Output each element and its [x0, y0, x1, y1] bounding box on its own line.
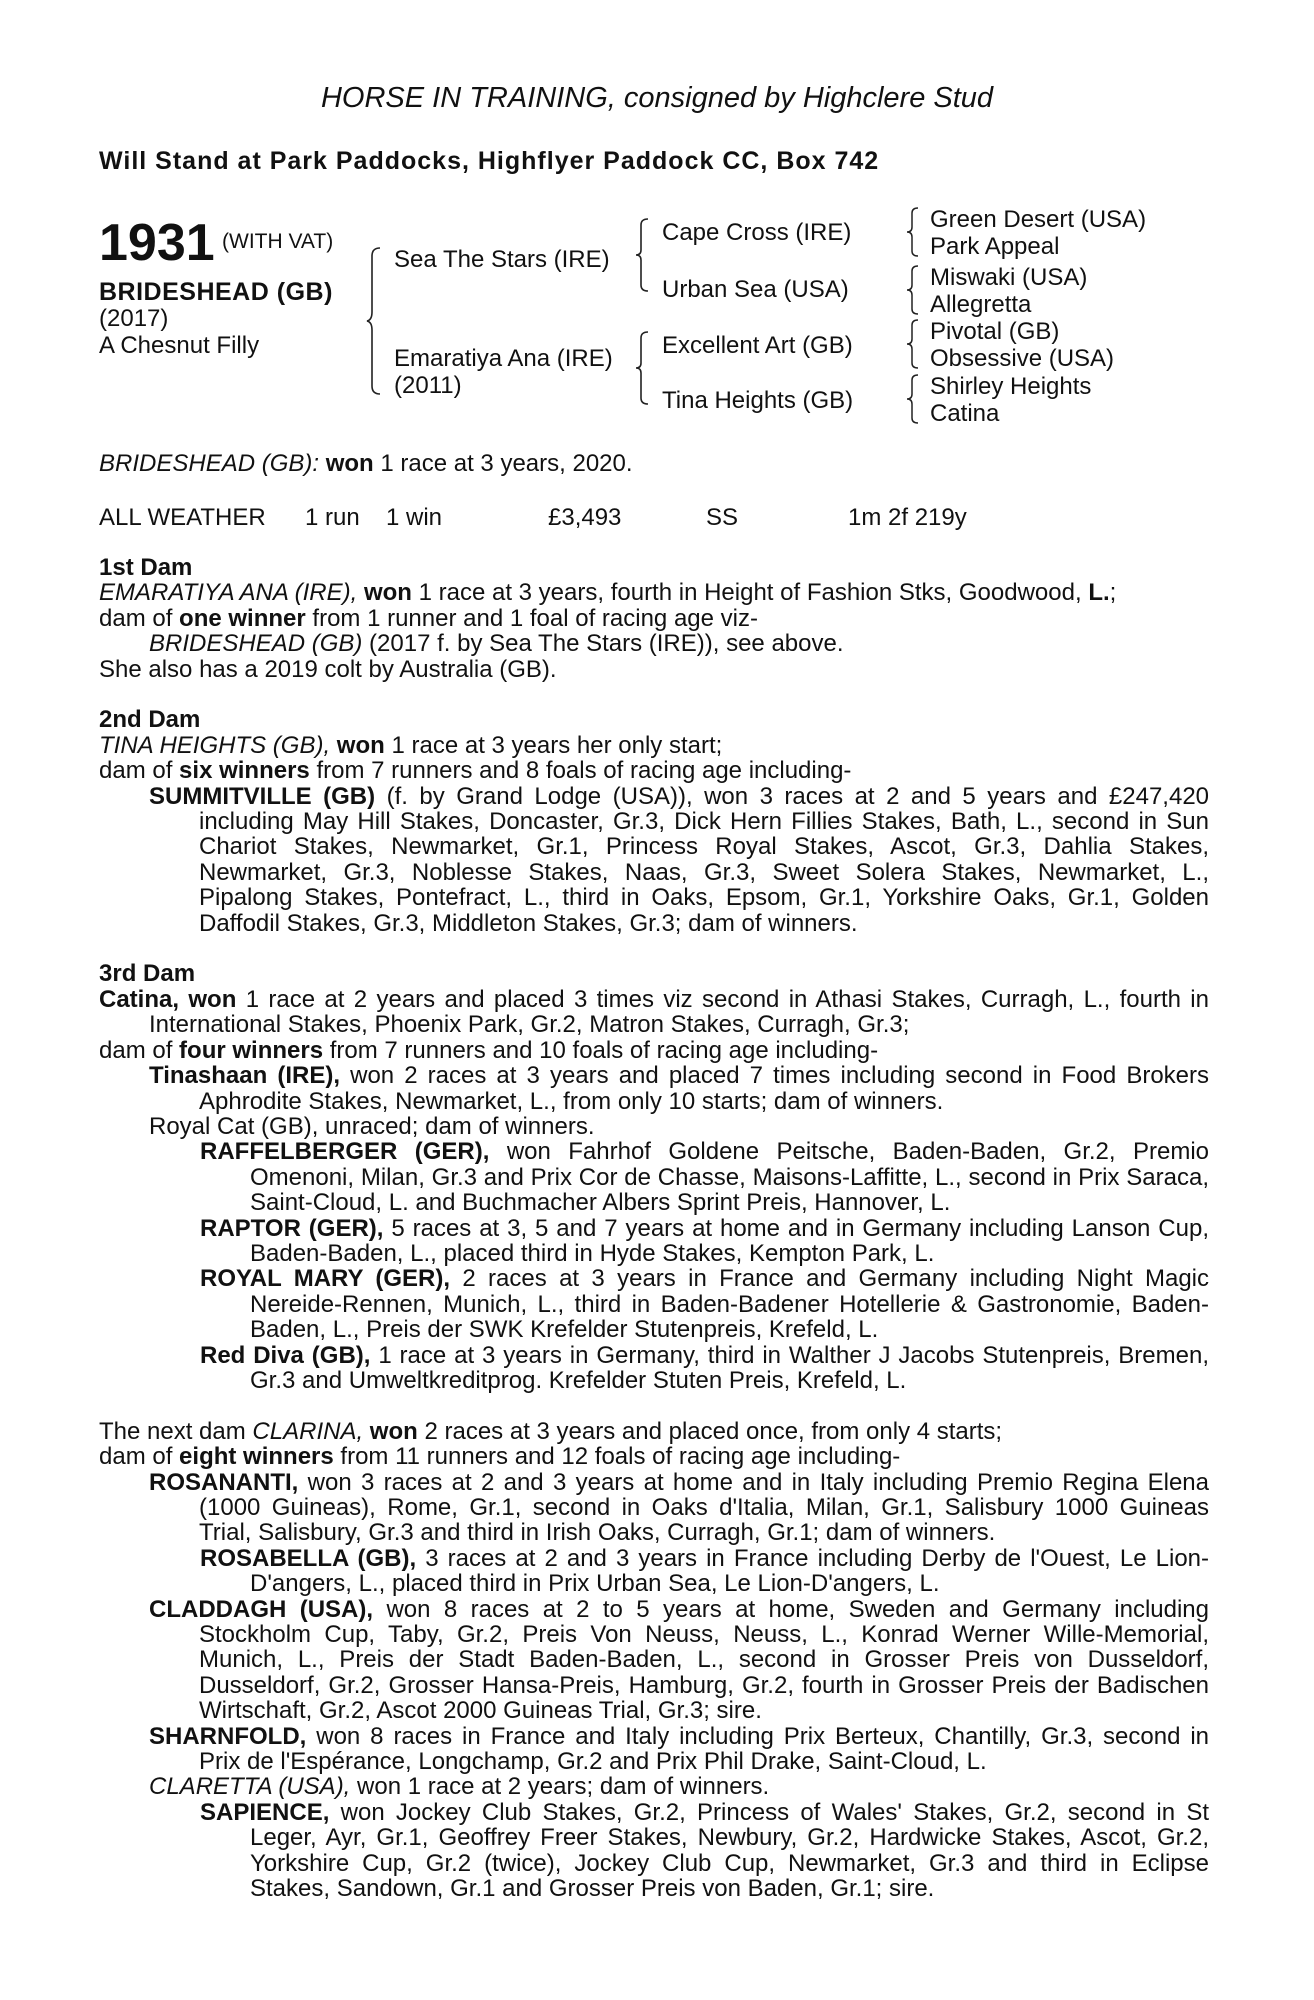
- second-dam-produce: dam of six winners from 7 runners and 8 foals of racing age including-: [99, 757, 852, 785]
- pedigree-ggs6: Obsessive (USA): [930, 345, 1115, 372]
- pedigree-brace-g2: [905, 264, 923, 316]
- record-wins: 1 win: [386, 504, 443, 531]
- catalogue-title: HORSE IN TRAINING, consigned by Highclere Stud: [320, 82, 994, 114]
- pedigree-gs3: Excellent Art (GB): [662, 332, 853, 359]
- pedigree-gs2: Urban Sea (USA): [662, 276, 849, 303]
- pedigree-ggs2: Park Appeal: [930, 233, 1060, 260]
- pedigree-brace-main: [366, 246, 386, 396]
- record-distance: 1m 2f 219y: [848, 504, 967, 531]
- sharnfold-entry: SHARNFOLD, won 8 races in France and Italy including Prix Berteux, Chantilly, Gr.3, second in Prix de l'Espérance, Longchamp, Gr.2 and Prix Phil Drake, Saint-Cloud, L.: [149, 1722, 1210, 1776]
- pedigree-brace-g3: [905, 318, 923, 370]
- red-diva-entry: Red Diva (GB), 1 race at 3 years in Germany, third in Walther J Jacobs Stutenpreis, Bremen, Gr.3 and Umweltkreditprog. Krefelder Stuten Preis, Krefeld, L.: [200, 1341, 1209, 1394]
- pedigree-dam: Emaratiya Ana (IRE): [394, 345, 613, 372]
- first-dam-heading: 1st Dam: [99, 554, 193, 581]
- third-dam-produce: dam of four winners from 7 runners and 10 foals of racing age including-: [99, 1036, 879, 1064]
- record-surface: ALL WEATHER: [99, 504, 266, 531]
- royal-cat-entry: Royal Cat (GB), unraced; dam of winners.: [149, 1112, 595, 1140]
- pedigree-ggs3: Miswaki (USA): [930, 264, 1088, 291]
- vat-note: (WITH VAT): [222, 230, 334, 253]
- summitville-entry: SUMMITVILLE (GB) (f. by Grand Lodge (USA)), won 3 races at 2 and 5 years and £247,420 including May Hill Stakes, Doncaster, Gr.3, Dick Hern Fillies Stakes, Bath, L., second in Sun Chariot Stakes, Newmarket, Gr.1, Princess Royal Stakes, Ascot, Gr.3, Dahlia Stakes, Newmarket, Gr.3, Noblesse Stakes, Naas, Gr.3, Sweet Solera Stakes, Newmarket, L., Pipalong Stakes, Pontefract, L., third in Oaks, Epsom, Gr.1, Yorkshire Oaks, Gr.1, Golden Daffodil Stakes, Gr.3, Middleton Stakes, Gr.3; dam of winners.: [149, 782, 1210, 937]
- record-going: SS: [706, 504, 739, 531]
- horse-name: BRIDESHEAD (GB): [99, 278, 333, 306]
- pedigree-brace-g1: [905, 206, 923, 258]
- stand-location: Will Stand at Park Paddocks, Highflyer Paddock CC, Box 742: [99, 147, 880, 175]
- claretta-entry: CLARETTA (USA), won 1 race at 2 years; dam of winners.: [149, 1773, 770, 1801]
- pedigree-gs4: Tina Heights (GB): [662, 387, 854, 414]
- rosananti-entry: ROSANANTI, won 3 races at 2 and 3 years at home and in Italy including Premio Regina Elena (1000 Guineas), Rome, Gr.1, second in Oaks d'Italia, Milan, Gr.1, Salisbury 1000 Guineas Trial, Salisbury, Gr.3 and third in Irish Oaks, Curragh, Gr.1; dam of winners.: [149, 1468, 1210, 1547]
- pedigree-sire: Sea The Stars (IRE): [394, 246, 610, 273]
- race-record-summary: [99, 450, 633, 478]
- royal-mary-entry: ROYAL MARY (GER), 2 races at 3 years in France and Germany including Night Magic Nereide-Rennen, Munich, L., third in Baden-Badener Hotellerie & Gastronomie, Baden-Baden, L., Preis der SWK Krefelder Stutenpreis, Krefeld, L.: [200, 1265, 1210, 1344]
- lot-number: 1931: [99, 214, 215, 272]
- record-runs: 1 run: [305, 504, 360, 531]
- pedigree-brace-sire: [634, 217, 654, 293]
- raptor-entry: RAPTOR (GER), 5 races at 3, 5 and 7 years at home and in Germany including Lanson Cup, Baden-Baden, L., placed third in Hyde Stakes, Kempton Park, L.: [200, 1214, 1209, 1267]
- sapience-entry: SAPIENCE, won Jockey Club Stakes, Gr.2, Princess of Wales' Stakes, Gr.2, second in St Leger, Ayr, Gr.1, Geoffrey Freer Stakes, Newbury, Gr.2, Hardwicke Stakes, Ascot, Gr.2, Yorkshire Cup, Gr.2 (twice), Jockey Club Cup, Newmarket, Gr.3 and third in Eclipse Stakes, Sandown, Gr.1 and Grosser Preis von Baden, Gr.1; sire.: [200, 1798, 1210, 1903]
- second-dam-line: TINA HEIGHTS (GB), won 1 race at 3 years her only start;: [99, 731, 723, 759]
- tinashaan-entry: Tinashaan (IRE), won 2 races at 3 years and placed 7 times including second in Food Brokers Aphrodite Stakes, Newmarket, L., from only 10 starts; dam of winners.: [149, 1062, 1210, 1115]
- pedigree-ggs4: Allegretta: [930, 291, 1032, 318]
- pedigree-brace-dam: [634, 330, 654, 406]
- raffelberger-entry: RAFFELBERGER (GER), won Fahrhof Goldene Peitsche, Baden-Baden, Gr.2, Premio Omenoni, Milan, Gr.3 and Prix Cor de Chasse, Maisons-Laffitte, L., second in Prix Saraca, Saint-Cloud, L. and Buchmacher Albers Sprint Preis, Hannover, L.: [200, 1138, 1209, 1217]
- third-dam-heading: 3rd Dam: [99, 960, 196, 988]
- pedigree-brace-g4: [905, 373, 923, 425]
- claddagh-entry: CLADDAGH (USA), won 8 races at 2 to 5 years at home, Sweden and Germany including Stockholm Cup, Taby, Gr.2, Preis Von Neuss, Neuss, L., Konrad Werner Wille-Memorial, Munich, L., Preis der Stadt Baden-Baden, L., second in Grosser Preis von Dusseldorf, Dusseldorf, Gr.2, Grosser Hansa-Preis, Hamburg, Gr.2, fourth in Grosser Preis der Badischen Wirtschaft, Gr.2, Ascot 2000 Guineas Trial, Gr.3; sire.: [149, 1595, 1210, 1725]
- horse-year: (2017): [99, 305, 169, 332]
- next-dam-produce: dam of eight winners from 11 runners and 12 foals of racing age including-: [99, 1443, 901, 1471]
- summary-rest: 1 race at 3 years, 2020.: [380, 450, 633, 477]
- catina-entry: Catina, won 1 race at 2 years and placed 3 times viz second in Athasi Stakes, Curragh, L., fourth in International Stakes, Phoenix Park, Gr.2, Matron Stakes, Curragh, Gr.3;: [99, 985, 1209, 1039]
- horse-description: A Chesnut Filly: [99, 332, 260, 359]
- pedigree-ggs8: Catina: [930, 400, 1000, 427]
- second-dam-heading: 2nd Dam: [99, 706, 201, 734]
- first-dam-line: EMARATIYA ANA (IRE), won 1 race at 3 years, fourth in Height of Fashion Stks, Goodwood, L.;: [99, 579, 1117, 607]
- pedigree-ggs5: Pivotal (GB): [930, 318, 1060, 345]
- dam-notes: [99, 555, 1209, 1901]
- record-prize: £3,493: [548, 504, 622, 531]
- summary-won: won: [325, 450, 374, 477]
- next-dam-line: The next dam CLARINA, won 2 races at 3 years and placed once, from only 4 starts;: [99, 1417, 1003, 1445]
- first-dam-note: She also has a 2019 colt by Australia (GB).: [99, 655, 557, 683]
- pedigree-gs1: Cape Cross (IRE): [662, 219, 852, 246]
- first-dam-foal: BRIDESHEAD (GB) (2017 f. by Sea The Stars (IRE)), see above.: [149, 630, 844, 658]
- pedigree-dam-year: (2011): [394, 372, 462, 399]
- summary-horse-name: BRIDESHEAD (GB):: [99, 450, 320, 477]
- rosabella-entry: ROSABELLA (GB), 3 races at 2 and 3 years in France including Derby de l'Ouest, Le Lion-D'angers, L., placed third in Prix Urban Sea, Le Lion-D'angers, L.: [200, 1544, 1210, 1598]
- first-dam-produce: dam of one winner from 1 runner and 1 foal of racing age viz-: [99, 604, 758, 632]
- pedigree-ggs1: Green Desert (USA): [930, 206, 1147, 233]
- pedigree-ggs7: Shirley Heights: [930, 373, 1092, 400]
